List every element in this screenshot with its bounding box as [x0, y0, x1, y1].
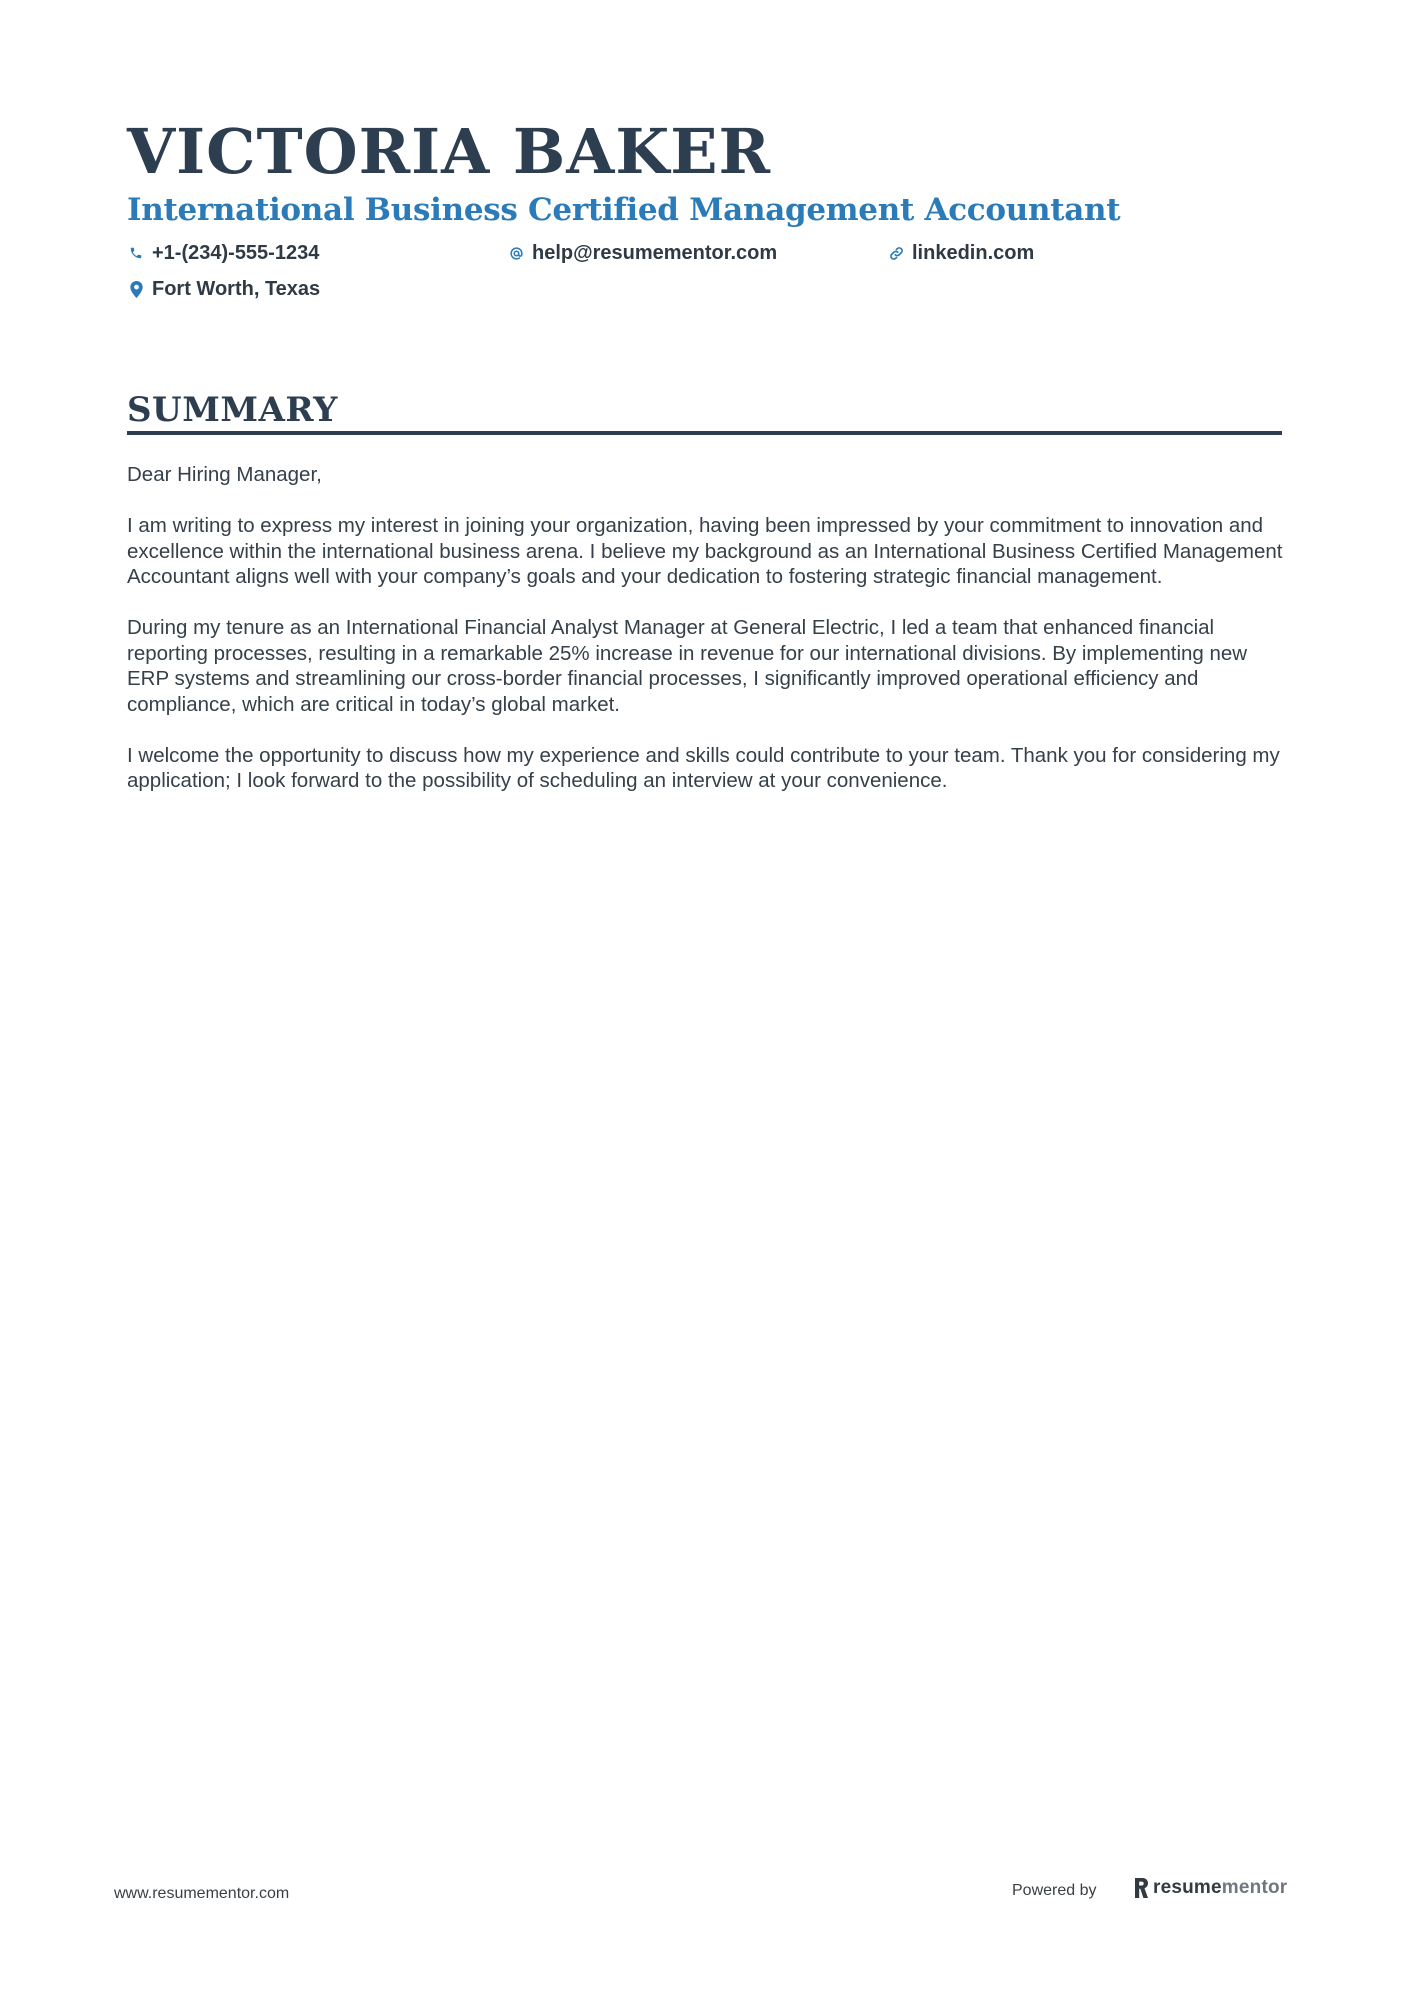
brand-name-part1: resume [1153, 1877, 1222, 1898]
letter-paragraph-1: I am writing to express my interest in joining your organization, having been impressed by your commitment to innovation and excellence within the international business arena. I believe my background as an International Business Certified Management Accountant aligns well with your company’s goals and your dedication to fostering strategic financial management. [127, 514, 1283, 588]
brand-name-part2: mentor [1221, 1877, 1288, 1898]
letter-paragraph-2: During my tenure as an International Financial Analyst Manager at General Electric, I led a team that enhanced financial reporting processes, resulting in a remarkable 25% increase in revenue for our international divisions. By implementing new ERP systems and streamlining our cross-border financial processes, I significantly improved operational efficiency and compliance, which are critical in today’s global market. [127, 616, 1248, 716]
contact-email [508, 240, 777, 266]
summary-heading: SUMMARY [127, 390, 338, 430]
contact-location [128, 276, 320, 302]
phone-icon [128, 244, 144, 262]
map-pin-icon [128, 280, 144, 298]
contact-phone [128, 240, 319, 266]
link-icon [888, 244, 904, 262]
cover-letter-body [127, 462, 1287, 819]
powered-by-label: Powered by [1012, 1882, 1097, 1899]
location-text: Fort Worth, Texas [152, 278, 321, 300]
job-title: International Business Certified Management Accountant [127, 192, 1121, 228]
salutation: Dear Hiring Manager, [127, 463, 322, 486]
brand-logo[interactable] [1133, 1877, 1287, 1899]
email-text[interactable]: help@resumementor.com [532, 242, 778, 264]
footer-website[interactable]: www.resumementor.com [114, 1885, 290, 1902]
section-divider [127, 431, 1282, 435]
at-icon [508, 244, 524, 262]
candidate-name: VICTORIA BAKER [127, 115, 771, 188]
linkedin-text[interactable]: linkedin.com [912, 242, 1035, 264]
letter-paragraph-3: I welcome the opportunity to discuss how my experience and skills could contribute to your team. Thank you for considering my application; I look forward to the possibility of scheduling an interview at your convenience. [127, 743, 1280, 792]
logo-mark-icon [1133, 1878, 1149, 1898]
contact-linkedin [888, 240, 1034, 266]
phone-text[interactable]: +1-(234)-555-1234 [152, 242, 320, 264]
